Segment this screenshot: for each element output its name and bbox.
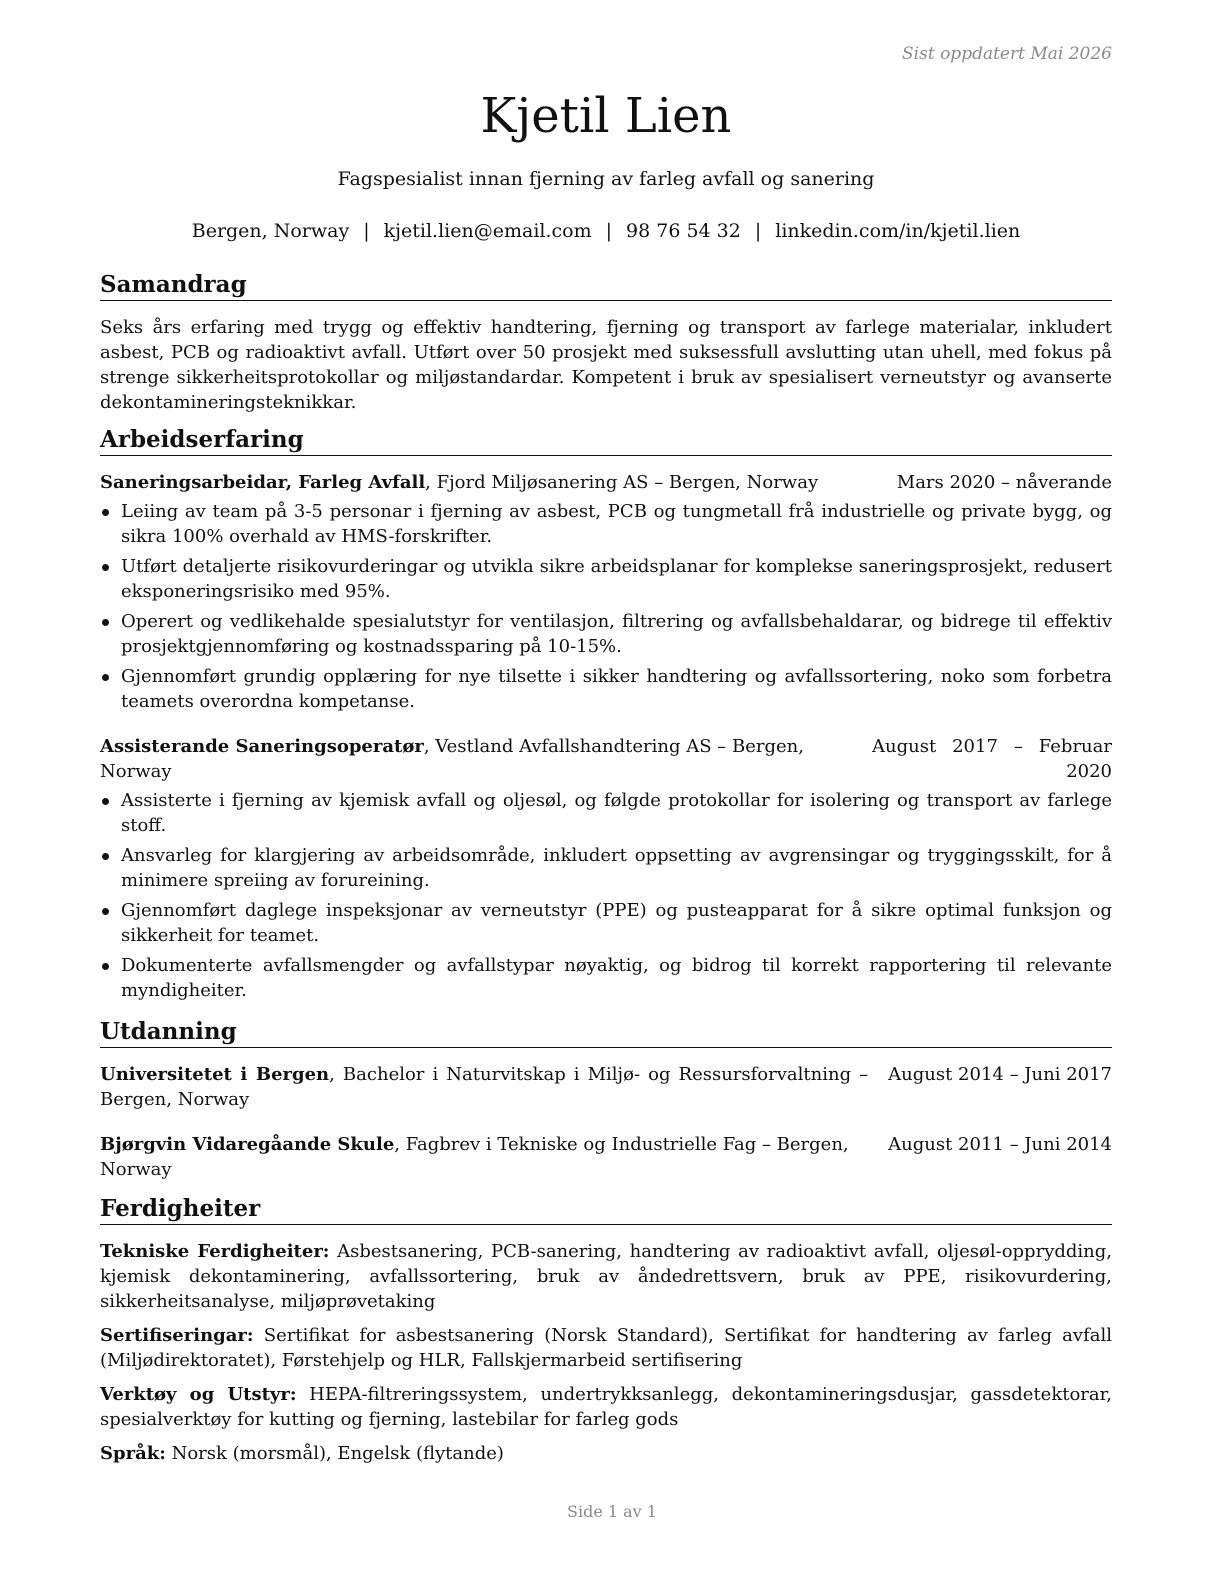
candidate-name: Kjetil Lien [480, 88, 732, 144]
page-number: Side 1 av 1 [567, 1502, 657, 1521]
job-entry [100, 470, 1112, 714]
job-dates: August 2017 – Februar 2020 [872, 736, 1112, 782]
education-school: Bjørgvin Vidaregåande Skule [100, 1134, 395, 1155]
resume-content [100, 270, 1112, 1475]
contact-email[interactable]: kjetil.lien@email.com [383, 220, 592, 242]
section-title-summary: Samandrag [100, 270, 1112, 301]
skill-label: Tekniske Ferdigheiter: [100, 1241, 330, 1262]
education-dates: August 2011 – Juni 2014 [888, 1134, 1112, 1155]
job-bullets [100, 499, 1112, 714]
education-entry [100, 1062, 1112, 1112]
list-item: Gjennomført daglege inspeksjonar av verneutstyr (PPE) og pusteapparat for å sikre optimal funksjon og sikkerheit for teamet. [100, 898, 1112, 948]
list-item: Operert og vedlikehalde spesialutstyr for ventilasjon, filtrering og avfallsbehaldarar, og bidrege til effektiv prosjektgjennomføring og kostnadssparing på 10-15%. [100, 609, 1112, 659]
contact-line [100, 218, 1112, 244]
job-bullets [100, 788, 1112, 1003]
skill-label: Språk: [100, 1443, 166, 1464]
job-company: , Fjord Miljøsanering AS – Bergen, Norway [425, 472, 819, 493]
skill-text: Asbestsanering, PCB-sanering, handtering av radioaktivt avfall, oljesøl-opprydding, kjemisk dekontaminering, avfallssortering, bruk av åndedrettsvern, bruk av PPE, risikovurdering, sikkerheitsanalyse, miljøprøvetaking [100, 1241, 1112, 1312]
job-dates: Mars 2020 – nåverande [896, 472, 1112, 493]
candidate-title: Fagspesialist innan fjerning av farleg avfall og sanering [337, 168, 875, 190]
skill-text: Sertifikat for asbestsanering (Norsk Standard), Sertifikat for handtering av farleg avfall (Miljødirektoratet), Førstehjelp og HLR, Fallskjermarbeid sertifisering [100, 1325, 1112, 1371]
job-entry [100, 734, 1112, 1003]
education-school: Universitetet i Bergen [100, 1064, 330, 1085]
contact-separator: | [754, 220, 762, 242]
job-role: Assisterande Saneringsoperatør [100, 736, 424, 757]
section-title-skills: Ferdigheiter [100, 1194, 1112, 1225]
list-item: Gjennomført grundig opplæring for nye tilsette i sikker handtering og avfallssortering, noko som forbetra teamets overordna kompetanse. [100, 664, 1112, 714]
skill-line [100, 1441, 1112, 1466]
skill-label: Verktøy og Utstyr: [100, 1384, 297, 1405]
skill-text: Norsk (morsmål), Engelsk (flytande) [165, 1443, 504, 1464]
section-title-education: Utdanning [100, 1017, 1112, 1048]
contact-separator: | [605, 220, 613, 242]
skill-line [100, 1239, 1112, 1314]
list-item: Leiing av team på 3-5 personar i fjerning av asbest, PCB og tungmetall frå industrielle og private bygg, og sikra 100% overhald av HMS-forskrifter. [100, 499, 1112, 549]
skill-line [100, 1323, 1112, 1373]
summary-text: Seks års erfaring med trygg og effektiv handtering, fjerning og transport av farlege materialar, inkludert asbest, PCB og radioaktivt avfall. Utført over 50 prosjekt med suksessfull avslutting utan uhell, med fokus på strenge sikkerheitsprotokollar og miljøstandardar. Kompetent i bruk av spesialisert verneutstyr og avanserte dekontamineringsteknikkar. [100, 317, 1112, 413]
skill-text: HEPA-filtreringssystem, undertrykksanlegg, dekontamineringsdusjar, gassdetektorar, spesialverktøy for kutting og fjerning, lastebilar for farleg gods [100, 1384, 1112, 1430]
education-detail: , Bachelor i Naturvitskap i Miljø- og Ressursforvaltning – Bergen, Norway [100, 1064, 869, 1110]
contact-location: Bergen, Norway [191, 220, 350, 242]
education-dates: August 2014 – Juni 2017 [888, 1064, 1112, 1085]
last-updated: Sist oppdatert Mai 2026 [902, 44, 1112, 64]
job-header [100, 734, 1112, 784]
list-item: Utført detaljerte risikovurderingar og utvikla sikre arbeidsplanar for komplekse saneringsprosjekt, redusert eksponeringsrisiko med 95%. [100, 554, 1112, 604]
contact-phone: 98 76 54 32 [626, 220, 741, 242]
education-detail: , Fagbrev i Tekniske og Industrielle Fag – Bergen, Norway [100, 1134, 849, 1180]
job-company: , Vestland Avfallshandtering AS – Bergen, Norway [100, 736, 804, 782]
list-item: Assisterte i fjerning av kjemisk avfall og oljesøl, og følgde protokollar for isolering og transport av farlege stoff. [100, 788, 1112, 838]
skill-label: Sertifiseringar: [100, 1325, 254, 1346]
education-entry [100, 1132, 1112, 1182]
list-item: Ansvarleg for klargjering av arbeidsområde, inkludert oppsetting av avgrensingar og tryggingsskilt, for å minimere spreiing av forureining. [100, 843, 1112, 893]
section-title-experience: Arbeidserfaring [100, 425, 1112, 456]
job-role: Saneringsarbeidar, Farleg Avfall [100, 472, 426, 493]
contact-separator: | [363, 220, 370, 242]
list-item: Dokumenterte avfallsmengder og avfallstypar nøyaktig, og bidrog til korrekt rapportering til relevante myndigheiter. [100, 953, 1112, 1003]
job-header [100, 470, 1112, 495]
skill-line [100, 1382, 1112, 1432]
contact-linkedin[interactable]: linkedin.com/in/kjetil.lien [775, 220, 1021, 242]
